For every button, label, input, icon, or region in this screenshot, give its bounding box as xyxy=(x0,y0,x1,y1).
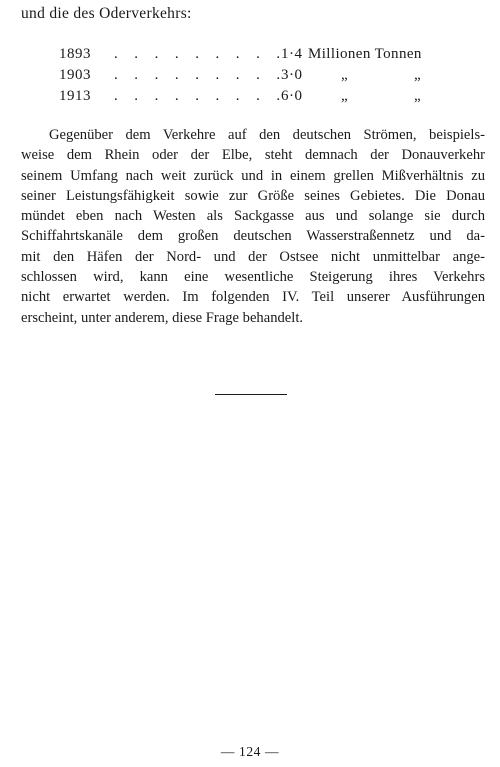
stat-value: 6·0 xyxy=(281,88,303,104)
stat-value: 3·0 xyxy=(281,67,303,83)
oder-traffic-table xyxy=(59,44,449,107)
page-number: — 124 — xyxy=(220,744,280,759)
paragraph-line: mündet eben nach Westen als Sackgasse aus und solange sie durch xyxy=(21,208,485,225)
leader-dots: . . . . . . . . . xyxy=(114,67,287,83)
section-divider xyxy=(215,394,287,395)
paragraph-line: mit den Häfen der Nord- und der Ostsee nicht unmittelbar ange- xyxy=(21,248,485,265)
body-paragraph xyxy=(21,125,485,328)
stat-unit: Millionen Tonnen xyxy=(308,46,422,62)
ditto-mark: „ xyxy=(414,67,421,83)
paragraph-line: schlossen wird, kann eine wesentliche Steigerung ihres Verkehrs xyxy=(21,269,485,286)
ditto-mark: „ xyxy=(341,88,348,104)
paragraph-line: erscheint, unter anderem, diese Frage behandelt. xyxy=(21,309,304,326)
stat-row-1893 xyxy=(59,44,449,65)
stat-value: 1·4 xyxy=(281,46,303,62)
ditto-mark: „ xyxy=(414,88,421,104)
paragraph-line: seinem Umfang nach weit zurück und in einem grellen Mißverhältnis zu xyxy=(21,167,485,184)
stat-year: 1913 xyxy=(59,88,91,104)
stat-year: 1903 xyxy=(59,67,91,83)
intro-line: und die des Oderverkehrs: xyxy=(21,5,192,22)
paragraph-line: Gegenüber dem Verkehre auf den deutschen Strömen, beispiels- xyxy=(49,127,485,143)
paragraph-line: seiner Leistungsfähigkeit sowie zur Größe seines Gebietes. Die Donau xyxy=(21,187,485,204)
stat-year: 1893 xyxy=(59,46,91,62)
stat-row-1903 xyxy=(59,65,449,86)
stat-row-1913 xyxy=(59,86,449,107)
leader-dots: . . . . . . . . . xyxy=(114,88,287,104)
leader-dots: . . . . . . . . . xyxy=(114,46,287,62)
paragraph-line: nicht erwartet werden. Im folgenden IV. Teil unserer Ausführungen xyxy=(21,289,485,306)
paragraph-line: Schiffahrtskanäle dem großen deutschen Wasserstraßennetz und da- xyxy=(21,228,485,245)
ditto-mark: „ xyxy=(341,67,348,83)
paragraph-line: weise dem Rhein oder der Elbe, steht demnach der Donauverkehr xyxy=(21,147,485,164)
